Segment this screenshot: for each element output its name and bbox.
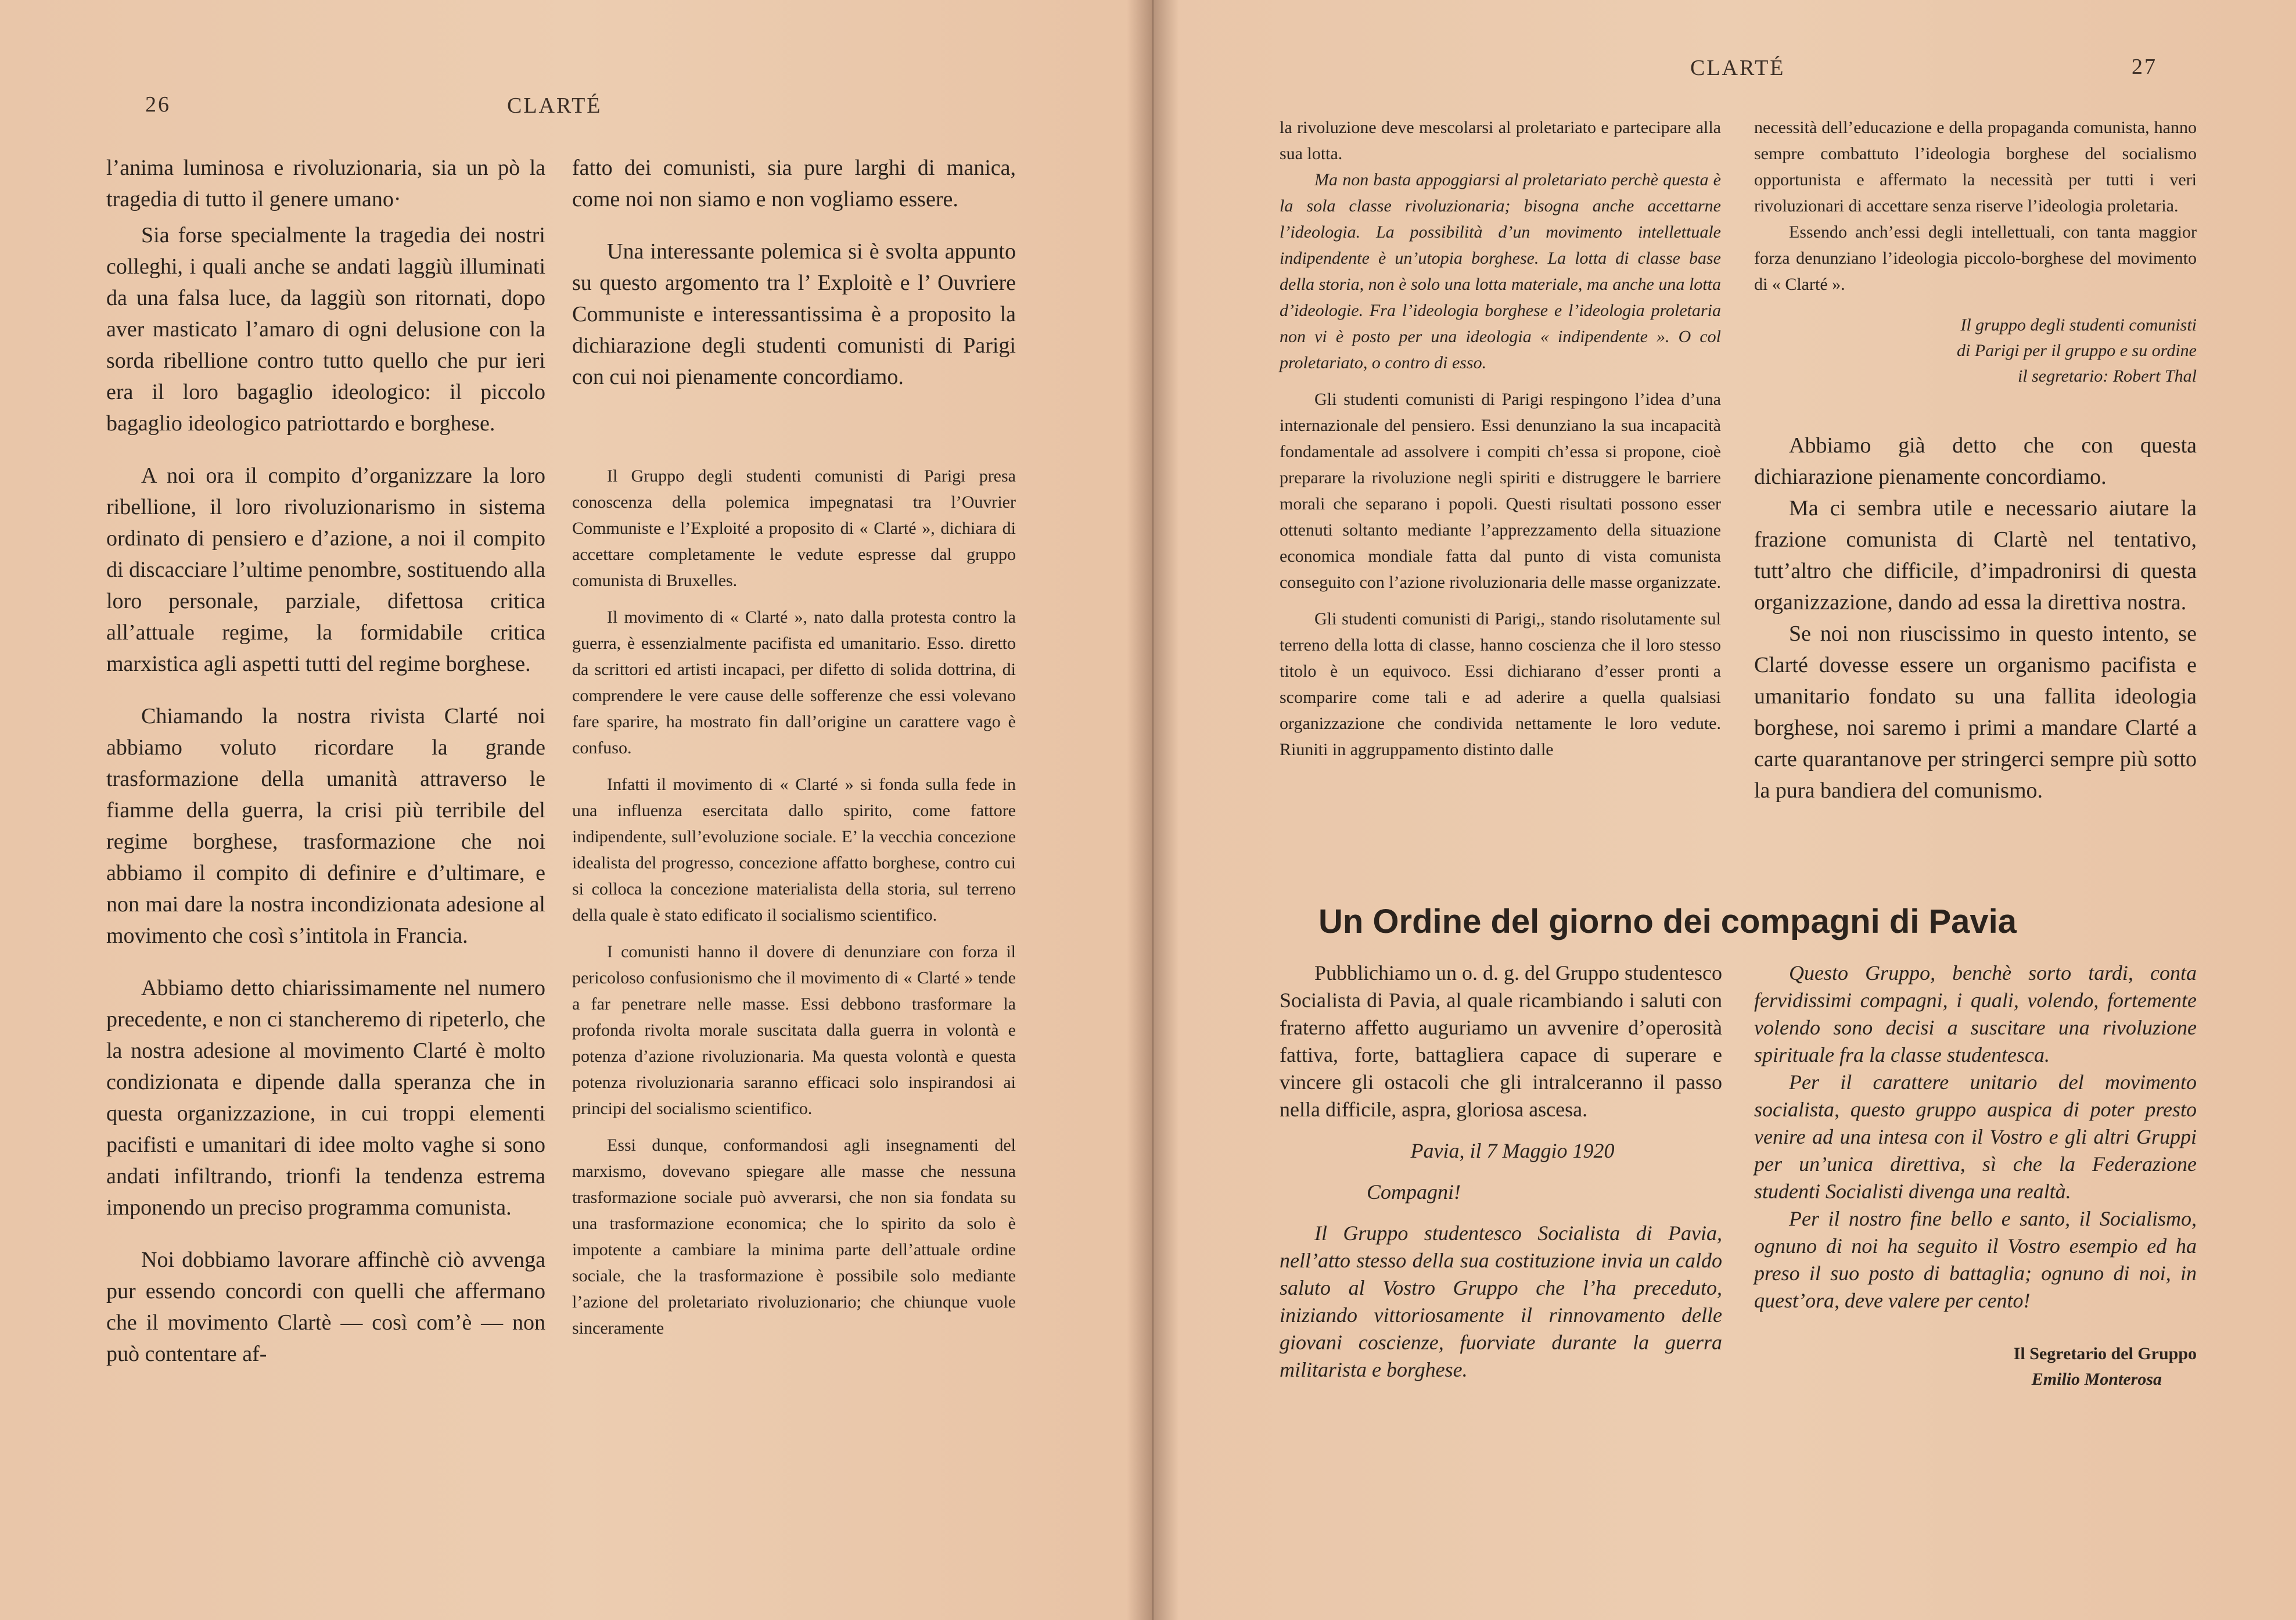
- paragraph: Abbiamo già detto che con questa dichiarazione pienamente concordiamo.: [1754, 433, 2197, 489]
- salutation: Compagni!: [1367, 1180, 1461, 1204]
- paragraph: Chiamando la nostra rivista Clarté noi abbiamo voluto ricordare la grande trasformazione della umanità attraverso le fiamme della guerra, la crisi più terribile del regime borghese, trasformazione che noi abbiamo il compito di definire e d’ultimare, e non mai dare la nostra incondizionata adesione al movimento che così s’intitola in Francia.: [106, 704, 545, 948]
- right-column-2-declaration: [1754, 114, 2197, 389]
- paragraph: Gli studenti comunisti di Parigi respingono l’idea d’una internazionale del pensiero. Essi denunziano la sua incapacità fondamentale ad assolvere i compiti ch’essa si propone, cioè preparare la rivoluzione negli spiriti e distruggere le barriere morali che separano i popoli. Questi risultati possono esser ottenuti soltanto mediante l’apprezzamento della situazione economica mondiale fatta dal punto di vista comunista conseguito con l’azione rivoluzionaria delle masse organizzate.: [1280, 390, 1721, 592]
- paragraph: necessità dell’educazione e della propaganda comunista, hanno sempre combattuto l’ideologia borghese del socialismo opportunista e affermato la necessità per tutti i veri rivoluzionari di accettare senza riserve l’ideologia proletaria.: [1754, 118, 2197, 215]
- paragraph: Il Gruppo studentesco Socialista di Pavia, nell’atto stesso della sua costituzione invia un caldo saluto al Vostro Gruppo che l’ha preceduto, iniziando vittoriosamente il rinnovamento delle giovani coscienze, fuorviate durante la guerra militarista e borghese.: [1280, 1222, 1722, 1381]
- left-column-2-declaration: [572, 463, 1016, 1341]
- left-column-1: [106, 152, 545, 1370]
- paragraph: I comunisti hanno il dovere di denunziare con forza il pericoloso confusionismo che il movimento di « Clarté » tende a far penetrare nelle masse. Essi debbono trasformare la profonda rivolta morale suscitata dalla guerra in volontà e potenza d’azione rivoluzionaria. Ma questa volontà e questa potenza rivoluzionaria saranno efficaci solo inspirandosi ai principi del socialismo scientifico.: [572, 942, 1016, 1118]
- article-column-1: [1280, 960, 1722, 1384]
- page-number: 27: [2132, 55, 2157, 79]
- signatory-title: Il Segretario del Gruppo: [2013, 1344, 2197, 1363]
- left-column-2-body: [572, 152, 1016, 393]
- paragraph: fatto dei comunisti, sia pure larghi di manica, come noi non siamo e non vogliamo essere.: [572, 156, 1016, 211]
- right-column-1: [1280, 114, 1721, 763]
- paragraph: Essi dunque, conformandosi agli insegnamenti del marxismo, dovevano spiegare alle masse che nessuna trasformazione sociale può avverarsi, che non sia fondata su una trasformazione economica; che lo spirito da solo è impotente a cambiare la minima parte dell’attuale ordine sociale, che la trasformazione è possibile solo mediante l’azione del proletariato rivoluzionario; che chiunque vuole sinceramente: [572, 1136, 1016, 1338]
- paragraph: Ma ci sembra utile e necessario aiutare la frazione comunista di Clartè nel tentativo, tutt’altro che difficile, d’impadronirsi di questa organizzazione, dando ad essa la direttiva nostra.: [1754, 496, 2197, 615]
- paragraph: Per il nostro fine bello e santo, il Socialismo, ognuno di noi ha seguito il Vostro esempio ed ha preso il suo posto di battaglia; ognuno di noi, in quest’ora, deve valere per cento!: [1754, 1207, 2197, 1312]
- signature-line: di Parigi per il gruppo e su ordine: [1956, 341, 2197, 360]
- paragraph: Noi dobbiamo lavorare affinchè ciò avvenga pur essendo concordi con quelli che affermano che il movimento Clartè — così com’è — non può contentare af-: [106, 1248, 545, 1366]
- paragraph: Ma non basta appoggiarsi al proletariato perchè questa è la sola classe rivoluzionaria; bisogna anche accettarne l’ideologia. La possibilità d’un movimento intellettuale indipendente è un’utopia borghese. La lotta di classe base della storia, non è solo una lotta materiale, ma anche una lotta d’ideologie. Fra l’ideologia borghese e l’ideologia proletaria non vi è posto per una ideologia « indipendente ». O col proletariato, o contro di esso.: [1280, 170, 1721, 372]
- paragraph: Il movimento di « Clarté », nato dalla protesta contro la guerra, è essenzialmente pacifista ed umanitario. Esso. diretto da scrittori ed artisti incapaci, per difetto di solida dottrina, di comprendere le vere cause delle sofferenze che essi volevano fare sparire, ha mostrato fin dall’origine un carattere vago è confuso.: [572, 608, 1016, 757]
- article-headline: Un Ordine del giorno dei compagni di Pavia: [1318, 903, 2017, 940]
- paragraph: Sia forse specialmente la tragedia dei nostri colleghi, i quali anche se andati laggiù illuminati da una falsa luce, da laggiù son ritornati, dopo aver masticato l’amaro di ogni delusione con la sorda ribellione contro tutto quello che pur ieri era il loro bagaglio ideologico: il piccolo bagaglio ideologico patriottardo e borghese.: [106, 223, 545, 436]
- paragraph: Il Gruppo degli studenti comunisti di Parigi presa conoscenza della polemica impegnatasi tra l’Ouvrier Communiste e l’Exploité a proposito di « Clarté », dichiara di accettare completamente le vedute espresse dal gruppo comunista di Bruxelles.: [572, 466, 1016, 590]
- article-column-2: [1754, 960, 2197, 1392]
- book-gutter: [1127, 0, 1179, 1620]
- paragraph: l’anima luminosa e rivoluzionaria, sia un pò la tragedia di tutto il genere umano·: [106, 156, 545, 211]
- paragraph: Gli studenti comunisti di Parigi,, stando risolutamente sul terreno della lotta di classe, hanno coscienza che il loro stesso titolo è un equivoco. Essi dichiarano d’esser pronti a scomparire come tali e ad aderire a quella qualsiasi organizzazione che condivida nettamente le loro vedute. Riuniti in aggruppamento distinto dalle: [1280, 609, 1721, 759]
- right-page: [1153, 0, 2296, 1620]
- paragraph: Una interessante polemica si è svolta appunto su questo argomento tra l’ Exploitè e l’ Ouvriere Communiste e interessantissima è a proposito la dichiarazione degli studenti comunisti di Parigi con cui noi pienamente concordiamo.: [572, 239, 1016, 389]
- paragraph: A noi ora il compito d’organizzare la loro ribellione, il loro rivoluzionarismo in sistema ordinato di pensiero e d’azione, a noi il compito di discacciare l’ultime penombre, sostituendo alla loro personale, parziale, difettosa critica all’attuale regime, la formidabile critica marxistica agli aspetti tutti del regime borghese.: [106, 464, 545, 676]
- page-number: 26: [145, 92, 171, 117]
- signature-line: il segretario: Robert Thal: [2017, 367, 2197, 386]
- signature-line: Il gruppo degli studenti comunisti: [1960, 315, 2197, 335]
- paragraph: Se noi non riuscissimo in questo intento, se Clarté dovesse essere un organismo pacifista e umanitario fondato su una fallita ideologia borghese, noi saremo i primi a mandare Clarté a carte quarantanove per stringerci sempre più sotto la pura bandiera del comunismo.: [1754, 622, 2197, 803]
- paragraph: Per il carattere unitario del movimento socialista, questo gruppo auspica di poter presto venire ad una intesa con il Vostro e gli altri Gruppi per un’unica direttiva, sì che la Federazione studenti Socialisti divenga una realtà.: [1754, 1071, 2197, 1203]
- right-column-2-body: [1754, 430, 2197, 806]
- paragraph: la rivoluzione deve mescolarsi al proletariato e partecipare alla sua lotta.: [1280, 118, 1721, 163]
- paragraph: Infatti il movimento di « Clarté » si fonda sulla fede in una influenza esercitata dallo spirito, come fattore indipendente, sull’evoluzione sociale. E’ la vecchia concezione idealista del progresso, concezione affatto borghese, contro cui si colloca la concezione materialista della storia, sul terreno della quale è stato edificato il socialismo scientifico.: [572, 775, 1016, 925]
- paragraph: Pubblichiamo un o. d. g. del Gruppo studentesco Socialista di Pavia, al quale ricambiando i saluti con fraterno affetto auguriamo un avvenire d’operosità fattiva, forte, battagliera capace di superare e vincere gli ostacoli che gli intralceranno il passo nella difficile, aspra, gloriosa ascesa.: [1280, 961, 1722, 1121]
- dateline: Pavia, il 7 Maggio 1920: [1410, 1139, 1615, 1162]
- paragraph: Essendo anch’essi degli intellettuali, con tanta maggior forza denunziano l’ideologia piccolo-borghese del movimento di « Clarté ».: [1754, 222, 2197, 294]
- running-title: CLARTÉ: [507, 94, 602, 118]
- signatory-name: Emilio Monterosa: [2031, 1370, 2162, 1389]
- running-title: CLARTÉ: [1690, 56, 1785, 80]
- paragraph: Abbiamo detto chiarissimamente nel numero precedente, e non ci stancheremo di ripeterlo, che la nostra adesione al movimento Clarté è molto condizionata e dipende dalla speranza che in questa organizzazione, in cui troppi elementi pacifisti e umanitari di idee molto vaghe si sono andati infiltrando, trionfi la tendenza estrema imponendo un preciso programma comunista.: [106, 976, 545, 1220]
- paragraph: Questo Gruppo, benchè sorto tardi, conta fervidissimi compagni, i quali, volendo, fortemente volendo sono decisi a suscitare una rivoluzione spirituale fra la classe studentesca.: [1754, 961, 2197, 1066]
